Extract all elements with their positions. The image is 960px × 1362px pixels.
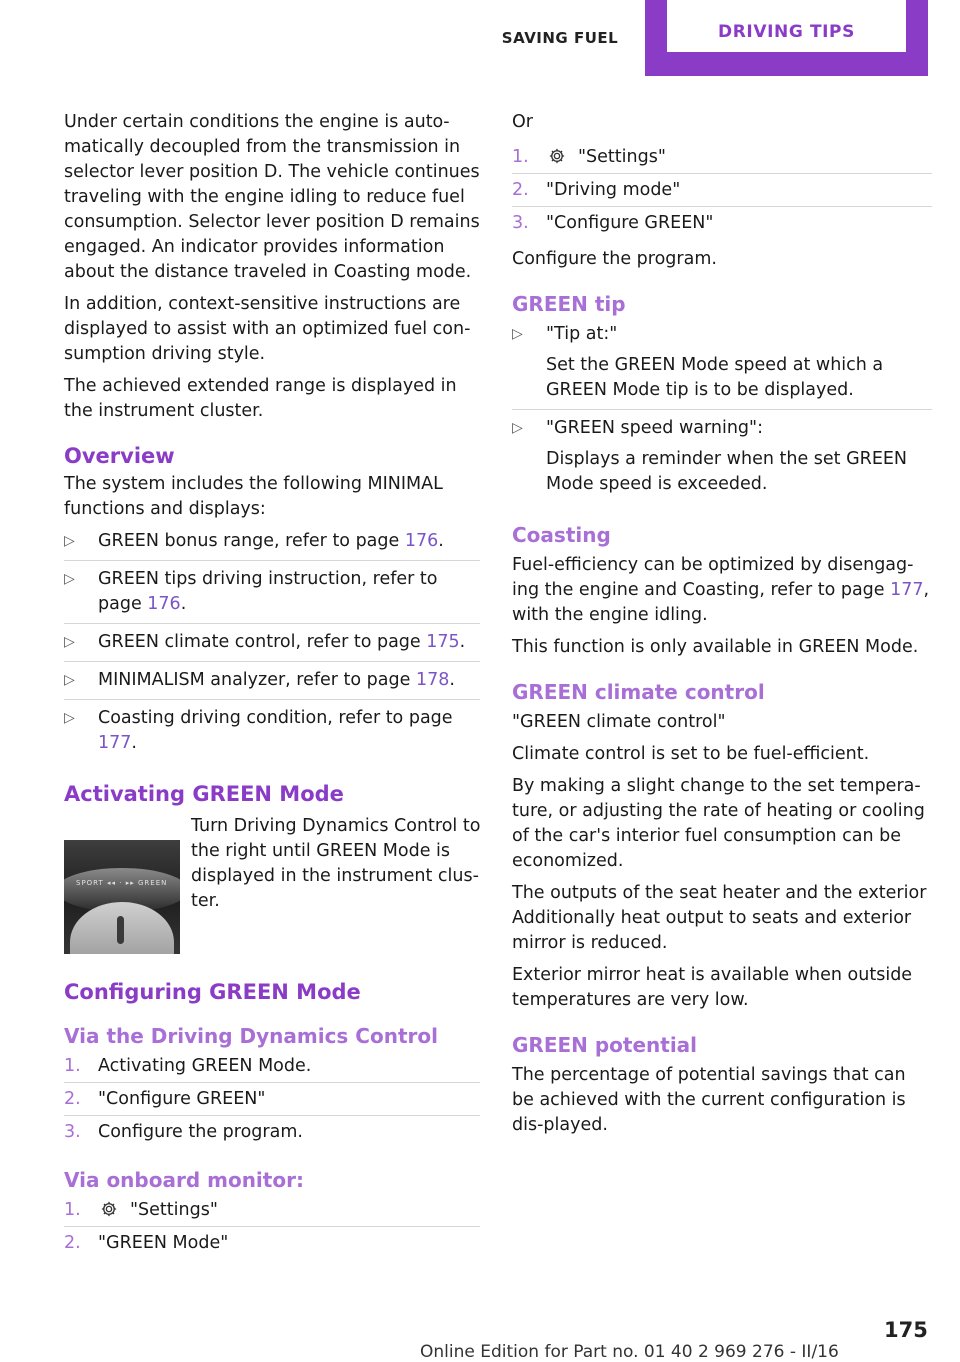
step-item: 1. Activating GREEN Mode.	[64, 1054, 480, 1083]
activating-heading: Activating GREEN Mode	[64, 782, 344, 806]
list-item: ▷ MINIMALISM analyzer, refer to page 178.	[64, 668, 480, 700]
page-link[interactable]: 177	[890, 580, 924, 600]
gear-icon	[100, 1200, 118, 1218]
coasting-text: Fuel-efficiency can be optimized by disengag‐ing the engine and Coasting, refer to page 177, with the engine idling.	[512, 555, 930, 625]
page-link[interactable]: 176	[404, 531, 439, 551]
climate-heading: GREEN climate control	[512, 680, 765, 704]
step-item: 2. "Configure GREEN"	[64, 1087, 480, 1116]
step-item: 3. Configure the program.	[64, 1120, 480, 1148]
via-monitor-steps	[64, 1198, 480, 1259]
left-column	[64, 110, 480, 1267]
climate-paragraph: "GREEN climate control"	[512, 712, 726, 732]
triangle-right-icon: ▷	[64, 533, 75, 549]
potential-heading: GREEN potential	[512, 1033, 698, 1057]
coasting-note: This function is only available in GREEN Mode.	[512, 637, 919, 657]
page-number: 175	[884, 1318, 928, 1342]
coasting-heading: Coasting	[512, 523, 611, 547]
green-tip-heading: GREEN tip	[512, 292, 626, 316]
triangle-right-icon: ▷	[64, 710, 75, 726]
triangle-right-icon: ▷	[64, 571, 75, 587]
step-item: 3. "Configure GREEN"	[512, 211, 932, 239]
activating-text: Turn Driving Dynamics Control to the right until GREEN Mode is displayed in the instrument clus‐ter.	[191, 816, 481, 911]
overview-text: The system includes the following MINIMAL functions and displays:	[64, 474, 443, 519]
step-number: 3.	[64, 1122, 81, 1142]
configuring-heading: Configuring GREEN Mode	[64, 980, 361, 1004]
edition-note: Online Edition for Part no. 01 40 2 969 276 - II/16	[420, 1342, 839, 1362]
settings-steps	[512, 145, 932, 239]
list-item: ▷ GREEN tips driving instruction, refer to page 176.	[64, 567, 480, 624]
item-description: Displays a reminder when the set GREEN Mode speed is exceeded.	[546, 449, 908, 494]
chapter-tab	[645, 0, 928, 76]
step-number: 3.	[512, 213, 529, 233]
dial-notch	[117, 916, 124, 944]
dial-label: SPORT ◂◂ · ▸▸ GREEN	[76, 879, 168, 887]
page-link[interactable]: 176	[147, 594, 181, 614]
climate-paragraph: By making a slight change to the set tempera‐ture, or adjusting the rate of heating or cooling of the car's interior fuel consumption can be economized.	[512, 776, 925, 871]
via-ddc-steps	[64, 1054, 480, 1148]
step-number: 2.	[64, 1089, 81, 1109]
triangle-right-icon: ▷	[64, 672, 75, 688]
step-item: 1. "Settings"	[64, 1198, 480, 1227]
step-number: 2.	[512, 180, 529, 200]
step-number: 1.	[512, 147, 529, 167]
right-column	[512, 110, 932, 1145]
climate-paragraph: Climate control is set to be fuel-efficient.	[512, 744, 870, 764]
item-description: Set the GREEN Mode speed at which a GREEN Mode tip is to be displayed.	[546, 355, 884, 400]
page-link[interactable]: 175	[426, 632, 460, 652]
list-item: ▷ "GREEN speed warning": Displays a reminder when the set GREEN Mode speed is exceeded.	[512, 416, 932, 503]
list-item: ▷ GREEN climate control, refer to page 175.	[64, 630, 480, 662]
green-tip-list	[512, 322, 932, 503]
climate-paragraph: Exterior mirror heat is available when outside temperatures are very low.	[512, 965, 913, 1010]
activating-section	[64, 810, 480, 960]
driving-dynamics-control-image	[64, 840, 180, 954]
step-number: 1.	[64, 1200, 81, 1220]
overview-list	[64, 529, 480, 762]
via-monitor-heading: Via onboard monitor:	[64, 1168, 304, 1192]
page-link[interactable]: 177	[98, 733, 132, 753]
page-link[interactable]: 178	[415, 670, 450, 690]
running-header-section: SAVING FUEL	[501, 29, 619, 47]
step-number: 1.	[64, 1056, 81, 1076]
intro-paragraph: The achieved extended range is displayed in the instrument cluster.	[64, 376, 457, 421]
intro-paragraph: In addition, context-sensitive instructions are displayed to assist with an optimized fuel con‐sumption driving style.	[64, 294, 471, 364]
climate-paragraph: The outputs of the seat heater and the exterior Additionally heat output to seats and exterior mirror is reduced.	[512, 883, 927, 953]
list-item: ▷ "Tip at:" Set the GREEN Mode speed at which a GREEN Mode tip is to be displayed.	[512, 322, 932, 410]
chapter-tab-label: DRIVING TIPS	[667, 0, 906, 52]
triangle-right-icon: ▷	[512, 326, 523, 342]
intro-paragraph: Under certain conditions the engine is auto‐matically decoupled from the transmission in selector lever position D. The vehicle continues traveling with the engine idling to reduce fuel consumption. Selector lever position D remains engaged. An indicator provides information about the distance traveled in Coasting mode.	[64, 112, 480, 282]
step-item: 2. "GREEN Mode"	[64, 1231, 480, 1259]
gear-icon	[548, 147, 566, 165]
list-item: ▷ GREEN bonus range, refer to page 176.	[64, 529, 480, 561]
via-ddc-heading: Via the Driving Dynamics Control	[64, 1024, 438, 1048]
or-text: Or	[512, 112, 533, 132]
triangle-right-icon: ▷	[512, 420, 523, 436]
step-number: 2.	[64, 1233, 81, 1253]
triangle-right-icon: ▷	[64, 634, 75, 650]
overview-heading: Overview	[64, 444, 175, 468]
list-item: ▷ Coasting driving condition, refer to page 177.	[64, 708, 453, 753]
step-item: 1. "Settings"	[512, 145, 932, 174]
potential-text: The percentage of potential savings that can be achieved with the current configuration is dis‐played.	[512, 1065, 906, 1135]
configure-text: Configure the program.	[512, 249, 717, 269]
step-item: 2. "Driving mode"	[512, 178, 932, 207]
